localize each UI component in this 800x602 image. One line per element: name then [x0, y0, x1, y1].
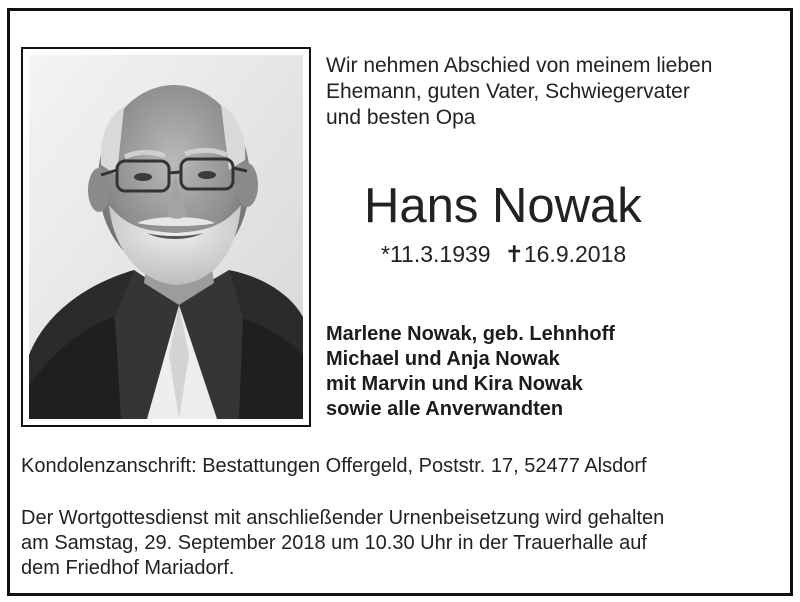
intro-line: und besten Opa: [326, 106, 476, 129]
birth-date: *11.3.1939: [381, 241, 491, 267]
life-dates: [381, 240, 626, 268]
death-date: ✝16.9.2018: [504, 241, 627, 267]
service-line: dem Friedhof Mariadorf.: [21, 557, 235, 579]
intro-text: [326, 53, 776, 131]
condolence-address: Kondolenzanschrift: Bestattungen Offergeld, Poststr. 17, 52477 Alsdorf: [21, 455, 647, 477]
intro-line: Ehemann, guten Vater, Schwiegervater: [326, 80, 690, 103]
portrait-photo: [29, 55, 303, 419]
mourner-line: Marlene Nowak, geb. Lehnhoff: [326, 323, 615, 345]
family-mourners: [326, 322, 615, 422]
mourner-line: mit Marvin und Kira Nowak: [326, 373, 583, 395]
service-line: Der Wortgottesdienst mit anschließender Urnenbeisetzung wird gehalten: [21, 507, 665, 529]
service-info: [21, 506, 664, 581]
mourner-line: Michael und Anja Nowak: [326, 348, 560, 370]
service-line: am Samstag, 29. September 2018 um 10.30 Uhr in der Trauerhalle auf: [21, 532, 647, 554]
deceased-name: Hans Nowak: [364, 179, 642, 233]
portrait-frame: [21, 47, 311, 427]
mourner-line: sowie alle Anverwandten: [326, 398, 564, 420]
intro-line: Wir nehmen Abschied von meinem lieben: [326, 54, 713, 77]
